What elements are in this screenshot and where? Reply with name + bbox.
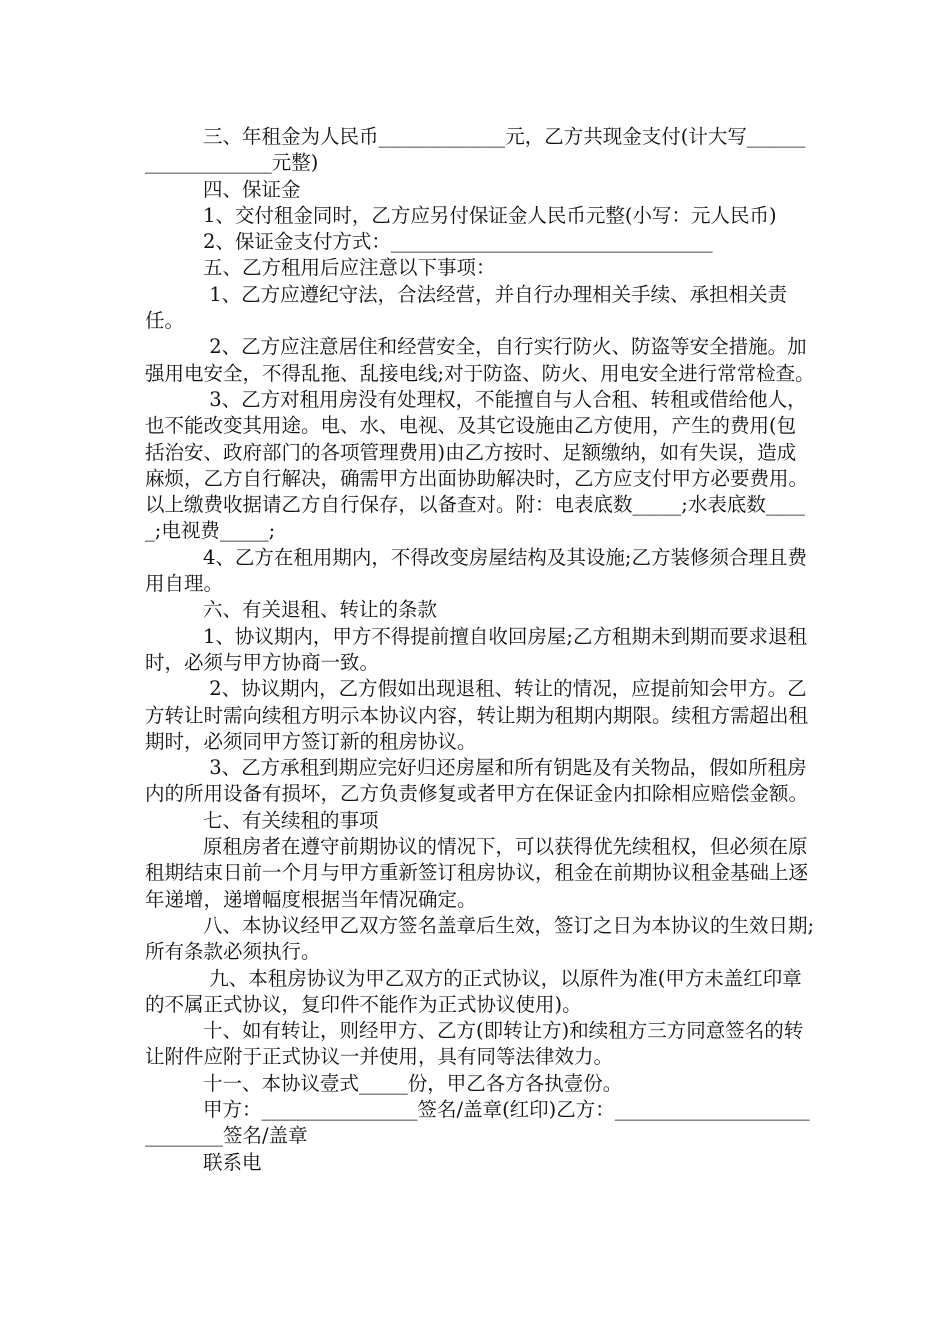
clause-3-annual-rent: 三、年租金为人民币_____________元，乙方共现金支付(计大写___________________元整) <box>145 125 806 175</box>
clause-10: 十、如有转让，则经甲方、乙方(即转让方)和续租方三方同意签名的转让附件应附于正式协议一并使用，具有同等法律效力。 <box>145 1019 804 1069</box>
clause-4-heading: 四、保证金 <box>203 177 301 201</box>
clause-4-item-2: 2、保证金支付方式：_________________________________ <box>203 230 713 254</box>
clause-6-item-1: 1、协议期内，甲方不得提前擅自收回房屋;乙方租期未到期而要求退租时，必须与甲方协商一致。 <box>145 624 807 674</box>
clause-11: 十一、本协议壹式_____份，甲乙各方各执壹份。 <box>203 1071 623 1095</box>
clause-4-item-1: 1、交付租金同时，乙方应另付保证金人民币元整(小写：元人民币) <box>203 203 777 227</box>
signature-line: 甲方：________________签名/盖章(红印)乙方：____________________________签名/盖章 <box>145 1097 810 1148</box>
clause-7-body: 原租房者在遵守前期协议的情况下，可以获得优先续租权，但必须在原租期结束日前一个月与甲方重新签订租房协议，租金在前期协议租金基础上逐年递增，递增幅度根据当年情况确定。 <box>145 835 809 911</box>
clause-5-item-2: 2、乙方应注意居住和经营安全，自行实行防火、防盗等安全措施。加强用电安全，不得乱拖、乱接电线;对于防盗、防火、用电安全进行常常检查。 <box>145 335 815 385</box>
clause-5-item-4: 4、乙方在租用期内，不得改变房屋结构及其设施;乙方装修须合理且费用自理。 <box>145 545 807 596</box>
clause-9: 九、本租房协议为甲乙双方的正式协议，以原件为准(甲方未盖红印章的不属正式协议，复印件不能作为正式协议使用)。 <box>145 966 802 1016</box>
clause-5-item-3: 3、乙方对租用房没有处理权，不能擅自与人合租、转租或借给他人，也不能改变其用途。电、水、电视、及其它设施由乙方使用，产生的费用(包括治安、政府部门的各项管理费用)由乙方按时、足额缴纳，如有失误，造成麻烦，乙方自行解决，确需甲方出面协助解决时，乙方应支付甲方必要费用。以上缴费收据请乙方自行保存，以备查对。附：电表底数_____;水表底数_____;电视费_____; <box>145 387 809 543</box>
clause-5-heading: 五、乙方租用后应注意以下事项： <box>203 256 496 280</box>
clause-5-item-1: 1、乙方应遵纪守法，合法经营，并自行办理相关手续、承担相关责任。 <box>145 282 788 333</box>
clause-8: 八、本协议经甲乙双方签名盖章后生效，签订之日为本协议的生效日期;所有条款必须执行。 <box>145 913 815 964</box>
clause-7-heading: 七、有关续租的事项 <box>203 808 379 832</box>
clause-6-item-3: 3、乙方承租到期应完好归还房屋和所有钥匙及有关物品，假如所租房内的所用设备有损坏，乙方负责修复或者甲方在保证金内扣除相应赔偿金额。 <box>145 756 809 806</box>
contact-line: 联系电 <box>203 1150 262 1174</box>
clause-6-item-2: 2、协议期内，乙方假如出现退租、转让的情况，应提前知会甲方。乙方转让时需向续租方明示本协议内容，转让期为租期内期限。续租方需超出租期时，必须同甲方签订新的租房协议。 <box>145 677 809 753</box>
document-body <box>145 124 815 1176</box>
clause-6-heading: 六、有关退租、转让的条款 <box>203 598 438 622</box>
